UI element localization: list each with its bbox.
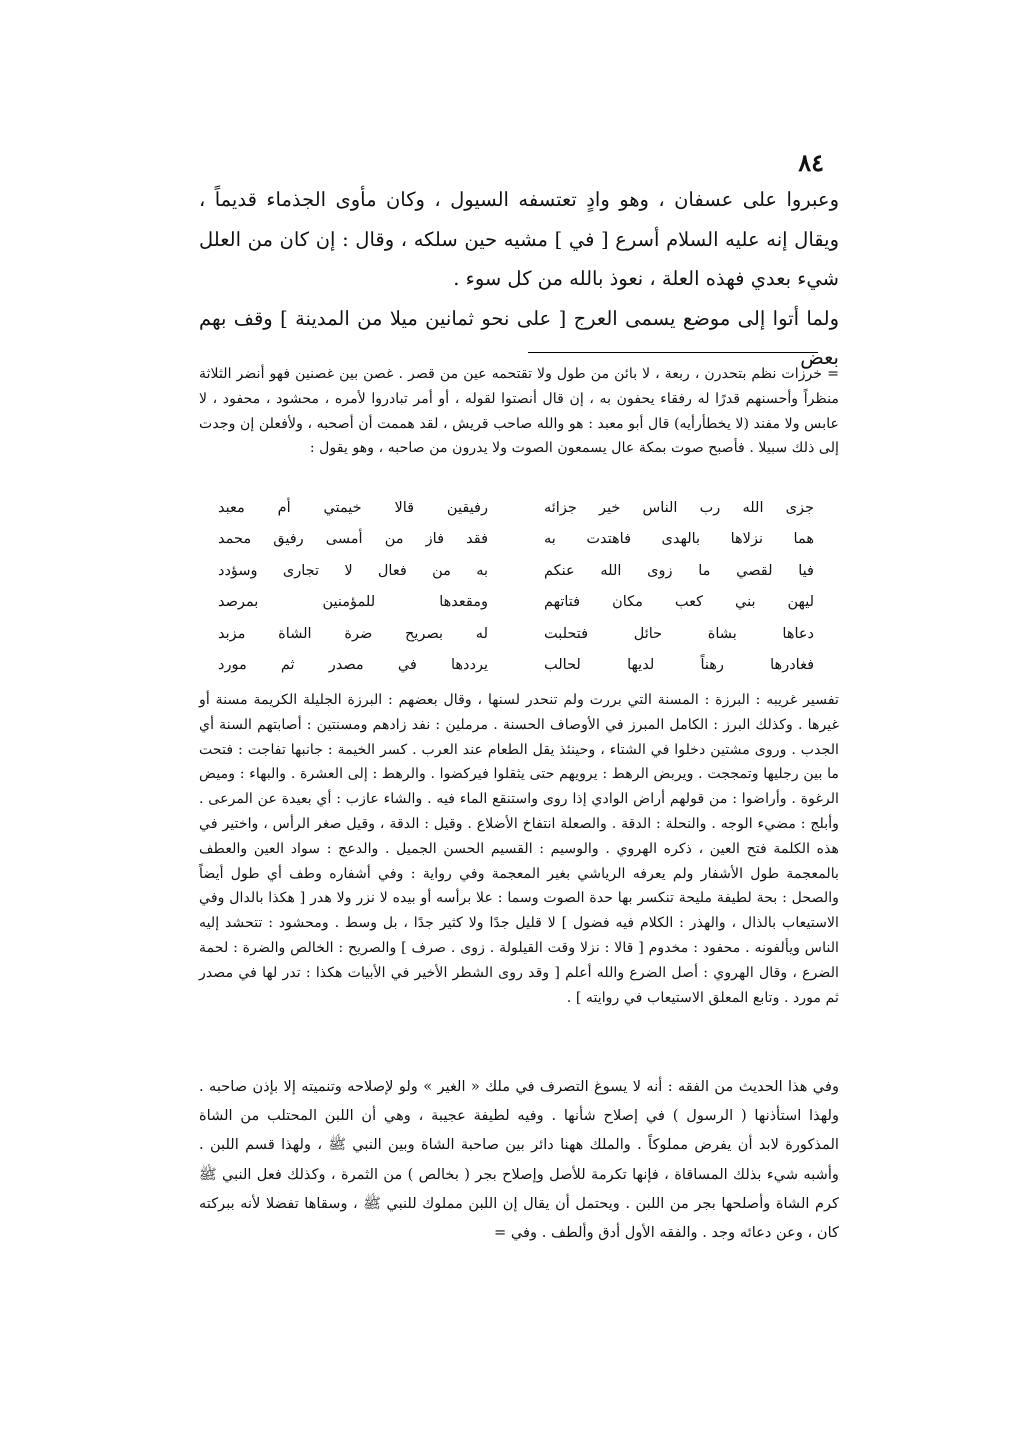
poem [218,492,814,681]
fiqh-paragraph: وفي هذا الحديث من الفقه : أنه لا يسوغ التصرف في ملك « الغير » ولو لإصلاحه وتنميته إلا بإذن صاحبه . ولهذا استأذنها ( الرسول ) في إصلاح شأنها . وفيه لطيفة عجيبة ، وهي أن اللبن المحتلب من الشاة المذكورة لابد أن يفرض مملوكاً . والملك ههنا دائر بين صاحبة الشاة وبين النبي ﷺ ، ولهذا قسم اللبن . وأشبه شيء بذلك المساقاة ، فإنها تكرمة للأصل وإصلاح بجر ( بخالص ) من الثمرة ، وكذلك فعل النبي ﷺ كرم الشاة وأصلحها بجر من اللبن . ويحتمل أن يقال إن اللبن مملوك للنبي ﷺ ، وسقاها تفضلا لأنه ببركته كان ، وعن دعائه وجد . والفقه الأول أدق وألطف . وفي = [199,1078,839,1242]
hemistich-second: رفيقين قالا خيمتي أم معبد [218,499,488,516]
footnote-paragraph: = خرزات نظم بتحدرن ، ربعة ، لا بائن من طول ولا تقتحمه عين من قصر . غصن بين غصنين فهو أنضر الثلاثة منظراً وأحسنهم قدرًا له رفقاء يحفون به ، إن قال أنصتوا لقوله ، أو أمر تبادروا لأمره ، محشود ، محفود ، لا عابس ولا مفند (لا يخطأرأيه) قال أبو معبد : هو والله صاحب قريش ، لقد هممت أن أصحبه ، ولأفعلن إن وجدت إلى ذلك سبيلا . فأصبح صوت بمكة عال يسمعون الصوت ولا يدرون من صاحبه ، وهو يقول : [199,366,839,457]
page-number: ٨٤ [798,148,824,177]
main-paragraph: ولما أتوا إلى موضع يسمى العرج [ على نحو ثمانين ميلا من المدينة ] وقف بهم بعض [199,306,839,369]
poem-verse [218,524,814,556]
footnote-intro [199,362,839,461]
hemistich-second: ومقعدها للمؤمنين بمرصد [218,594,488,611]
glossary-notes [199,688,839,1010]
fiqh-commentary [199,1072,839,1247]
main-paragraph: وعبروا على عسفان ، وهو وادٍ تعتسفه السيول ، وكان مأوى الجذماء قديماً ، ويقال إنه عليه السلام أسرع [ في ] مشيه حين سلكه ، وقال : إن كان من العلل شيء بعدي فهذه العلة ، نعوذ بالله من كل سوء . [199,188,839,290]
hemistich-second: له بصريح ضرة الشاة مزبد [218,625,488,642]
hemistich-first: فيا لقصي ما زوى الله عنكم [544,562,814,579]
hemistich-first: دعاها بشاة حائل فتحلبت [544,625,814,642]
poem-verse [218,650,814,682]
poem-verse [218,587,814,619]
hemistich-first: جزى الله رب الناس خير جزائه [544,499,814,516]
notes-paragraph: تفسير غريبه : البرزة : المسنة التي بررت ولم تنحدر لسنها ، وقال بعضهم : البرزة الجليلة الكريمة مسنة أو غيرها . وكذلك البرز : الكامل المبرز في الأوصاف الحسنة . مرملين : نفد زادهم ومسنتين : أصابتهم السنة أي الجدب . وروى مشتين دخلوا في الشتاء ، وحينئذ يقل الطعام عند العرب . كسر الخيمة : جانبها تفاجت : فتحت ما بين رجليها وتمججت . ويربض الرهط : يرويهم حتى يثقلوا فيركضوا . والرهط : إلى العشرة . والبهاء : وميض الرغوة . وأراضوا : من قولهم أراض الوادي إذا روى واستنقع الماء فيه . والشاء عازب : أي بعيدة عن المرعى . وأبلج : مضيء الوجه . والنحلة : الدقة . والصعلة انتفاخ الأضلاع . وقيل : الدقة ، وقيل صغر الرأس ، واختير في هذه الكلمة فتح العين ، ذكره الهروي . والوسيم : القسيم الحسن الجميل . والدعج : سواد العين والعطف بالمعجمة طول الأشفار ولم يعرفه الرياشي بغير المعجمة وفي رواية : وفي أشفاره وطف أي طول أيضاً والصحل : بحة لطيفة مليحة تنكسر بها حدة الصوت وسما : علا برأسه أو بيده لا نزر ولا هدر [ هكذا بالدال وفي الاستيعاب بالذال ، والهذر : الكلام فيه فضول ] لا قليل جدًا ولا كثير جدًا ، بل وسط . ومحشود : تتحشد إليه الناس ويألفونه . محفود : مخدوم [ قالا : نزلا وقت القيلولة . زوى . صرف ] والصريح : الخالص والضرة : لحمة الضرع ، وقال الهروي : أصل الضرع والله أعلم [ وقد روى الشطر الأخير في الأبيات هكذا : تدر لها في مصدر ثم مورد . وتابع المعلق الاستيعاب في روايته ] . [199,692,839,1006]
main-text [199,180,839,378]
hemistich-first: هما نزلاها بالهدى فاهتدت به [544,531,814,548]
footnote-rule [528,352,818,353]
hemistich-second: فقد فاز من أمسى رفيق محمد [218,531,488,548]
hemistich-second: يرددها في مصدر ثم مورد [218,657,488,674]
hemistich-first: ليهن بني كعب مكان فتاتهم [544,594,814,611]
poem-verse [218,555,814,587]
hemistich-second: به من فعال لا تجارى وسؤدد [218,562,488,579]
hemistich-first: فغادرها رهناً لديها لحالب [544,657,814,674]
poem-verse [218,618,814,650]
poem-verse [218,492,814,524]
